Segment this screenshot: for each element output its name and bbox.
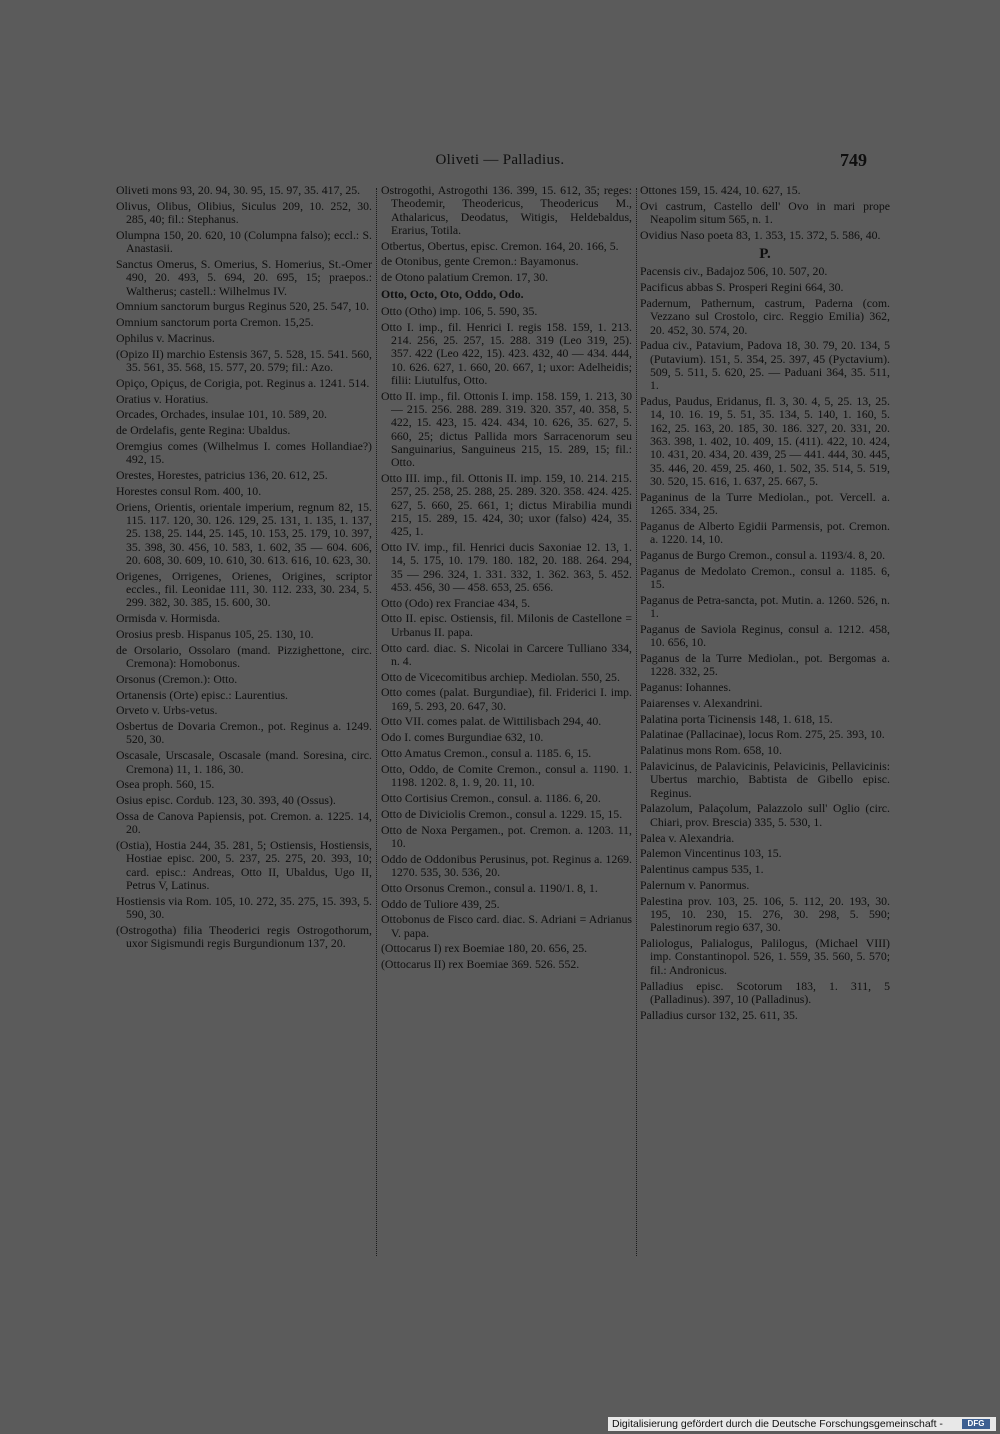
index-entry: Oriens, Orientis, orientale imperium, regnum 82, 15. 115. 117. 120, 30. 126. 129, 25. 131, 1. 135, 1. 137, 25. 138, 25. 144, 25. 145, 10. 153, 25. 179, 10. 397, 35. 398, 30. 456, 10. 583, 1. 602, 35 — 604. 606, 20. 608, 30. 609, 10. 610, 30. 613. 616, 10. 623, 30. <box>116 499 372 567</box>
index-entry: Oscasale, Urscasale, Oscasale (mand. Soresina, circ. Cremona) 11, 1. 186, 30. <box>116 748 372 776</box>
index-entry: Otto Cortisius Cremon., consul. a. 1186. 6, 20. <box>381 790 601 805</box>
index-entry: Palentinus campus 535, 1. <box>640 862 764 877</box>
index-entry: Orosius presb. Hispanus 105, 25. 130, 10. <box>116 626 314 641</box>
index-entry: Otto I. imp., fil. Henrici I. regis 158. 159, 1. 213. 214. 256, 25. 257, 15. 288. 319 (Leo 319, 25). 357. 422 (Leo 422, 15). 423. 432, 40 — 434. 444, 10. 626. 627, 1. 660, 20. 667, 1; uxor: Adelheidis; filii: Liutulfus, Otto. <box>381 319 632 387</box>
index-entry: Hostiensis via Rom. 105, 10. 272, 35. 275, 15. 393, 5. 590, 30. <box>116 893 372 922</box>
index-entry: Ophilus v. Macrinus. <box>116 330 215 345</box>
letter-heading: P. <box>759 246 771 263</box>
index-entry: Paganus de la Turre Mediolan., pot. Bergomas a. 1228. 332, 25. <box>640 651 890 679</box>
index-entry: Paganus de Petra-sancta, pot. Mutin. a. 1260. 526, n. 1. <box>640 592 890 621</box>
index-entry: Paliologus, Palialogus, Palilogus, (Michael VIII) imp. Constantinopol. 526, 1. 559, 35. 560, 5. 570; fil.: Andronicus. <box>640 936 890 977</box>
index-entry: Otto Orsonus Cremon., consul a. 1190/1. 8, 1. <box>381 880 598 895</box>
index-entry: Oliveti mons 93, 20. 94, 30. 95, 15. 97, 35. 417, 25. <box>116 183 361 197</box>
index-entry: Padua civ., Patavium, Padova 18, 30. 79, 20. 134, 5 (Putavium). 151, 5. 354, 25. 397, 45 (Pyctavium). 509, 5. 511, 5. 620, 25. — Paduani 364, 35. 511, 1. <box>640 338 890 393</box>
index-entry: Orestes, Horestes, patricius 136, 20. 612, 25. <box>116 468 328 483</box>
index-entry: (Ostia), Hostia 244, 35. 281, 5; Ostiensis, Hostiensis, Hostiae episc. 200, 5. 237, 25. 275, 20. 393, 10; card. episc.: Andreas, Otto II, Ubaldus, Ugo II, Petrus V, Latinus. <box>116 838 372 892</box>
index-entry: Otto, Oddo, de Comite Cremon., consul a. 1190. 1. 1198. 1202. 8, 1. 9, 20. 11, 10. <box>381 761 632 790</box>
entries-after-letter <box>640 265 890 1021</box>
index-entry: Palatina porta Ticinensis 148, 1. 618, 15. <box>640 711 833 726</box>
index-entry: Ostrogothi, Astrogothi 136. 399, 15. 612, 35; reges: Theodemir, Theodericus, Theodericus M., Athalaricus, Deodatus, Witigis, Heldebaldus, Erarius, Totila. <box>381 183 632 237</box>
index-entry: (Ottocarus II) rex Boemiae 369. 526. 552. <box>381 957 580 972</box>
index-entry: Omnium sanctorum porta Cremon. 15,25. <box>116 315 314 330</box>
index-entry: Osea proph. 560, 15. <box>116 777 215 792</box>
index-entry: Olumpna 150, 20. 620, 10 (Columpna falso); eccl.: S. Anastasii. <box>116 227 372 256</box>
index-entry: Palavicinus, de Palavicinis, Pelavicinis, Pellavicinis: Ubertus marchio, Babtista de Gibello episc. Reginus. <box>640 759 890 800</box>
dfg-logo: DFG <box>962 1419 990 1429</box>
index-entry: Ottobonus de Fisco card. diac. S. Adriani = Adrianus V. papa. <box>381 912 632 940</box>
index-entry: Otto II. episc. Ostiensis, fil. Milonis de Castellone = Urbanus II. papa. <box>381 611 632 639</box>
index-entry: Paganus de Burgo Cremon., consul a. 1193/4. 8, 20. <box>640 547 886 562</box>
dfg-footer <box>608 1417 996 1431</box>
index-column-2 <box>381 184 632 974</box>
index-entry: Otto IV. imp., fil. Henrici ducis Saxoniae 12. 13, 1. 14, 5. 175, 10. 179. 180. 182, 20. 188. 264. 294, 35 — 296. 324, 1. 331. 332, 1. 362. 363, 5. 452. 453. 456, 30 — 458. 653, 25. 656. <box>381 539 632 594</box>
index-entry: Otto III. imp., fil. Ottonis II. imp. 159, 10. 214. 215. 257, 25. 258, 25. 288, 25. 289. 320. 358. 424. 425. 627, 5. 660, 25. 661, 1; dictus Mirabilia mundi 215, 15. 289, 15. 424, 30; uxor (falso) 424, 35. 425, 1. <box>381 470 632 539</box>
index-entry: Otto comes (palat. Burgundiae), fil. Friderici I. imp. 169, 5. 293, 20. 647, 30. <box>381 685 632 713</box>
index-entry: de Otonibus, gente Cremon.: Bayamonus. <box>381 254 579 269</box>
index-entry: (Ostrogotha) filia Theoderici regis Ostrogothorum, uxor Sigismundi regis Burgundionum 137, 20. <box>116 922 372 951</box>
index-entry: Padus, Paudus, Eridanus, fl. 3, 30. 4, 5, 25. 13, 25. 14, 10. 16. 19, 5. 51, 35. 134, 5. 140, 1. 160, 5. 162, 25. 163, 20. 185, 30. 186. 327, 20. 331, 20. 363. 398, 1. 402, 10. 409, 15. (411). 422, 10. 424, 10. 431, 20. 434, 20. 439, 25 — 441. 444, 30. 445, 35. 446, 20. 459, 25. 460, 1. 502, 35. 514, 5. 519, 30. 520, 15. 616, 1. 637, 25. 667, 5. <box>640 394 890 488</box>
footer-text: Digitalisierung gefördert durch die Deutsche Forschungsgemeinschaft - <box>612 1418 943 1430</box>
index-entry: Otto (Odo) rex Franciae 434, 5. <box>381 595 531 610</box>
index-entry: Pacificus abbas S. Prosperi Regini 664, 30. <box>640 280 844 295</box>
index-entry: Palatinae (Pallacinae), locus Rom. 275, 25. 393, 10. <box>640 727 885 742</box>
index-entry: de Ordelafis, gente Regina: Ubaldus. <box>116 423 291 438</box>
index-entry: Orcades, Orchades, insulae 101, 10. 589, 20. <box>116 407 327 422</box>
index-entry: Otbertus, Obertus, episc. Cremon. 164, 20. 166, 5. <box>381 238 619 253</box>
index-entry: Otto card. diac. S. Nicolai in Carcere Tulliano 334, n. 4. <box>381 640 632 668</box>
index-entry: Otto de Vicecomitibus archiep. Mediolan. 550, 25. <box>381 669 620 684</box>
index-entry: Olivus, Olibus, Olibius, Siculus 209, 10. 252, 30. 285, 40; fil.: Stephanus. <box>116 198 372 227</box>
running-header: Oliveti — Palladius. <box>435 152 565 168</box>
index-entry: Osius episc. Cordub. 123, 30. 393, 40 (Ossus). <box>116 793 336 808</box>
index-entry: Palatinus mons Rom. 658, 10. <box>640 743 782 758</box>
index-entry: Palestina prov. 103, 25. 106, 5. 112, 20. 193, 30. 195, 10. 230, 15. 276, 30. 298, 5. 590; Palestinorum regio 637, 30. <box>640 893 890 935</box>
index-entry: Otto II. imp., fil. Ottonis I. imp. 158. 159, 1. 213, 30 — 215. 256. 288. 289. 319. 320. 357, 40. 358, 5. 422, 15. 423, 15. 424. 434, 10. 626, 35. 627, 5. 660, 25; dictus Pallida mors Sarracenorum seu Sanguinarius, Sanguineus 215, 15. 289, 15; fil.: Otto. <box>381 388 632 470</box>
index-entry: Padernum, Pathernum, castrum, Paderna (com. Vezzano sul Crostolo, circ. Reggio Emilia) 362, 20. 452, 30. 574, 20. <box>640 296 890 337</box>
index-entry: Otto de Diviciolis Cremon., consul a. 1229. 15, 15. <box>381 806 623 821</box>
index-entry: Orsonus (Cremon.): Otto. <box>116 671 238 686</box>
index-entry: Otto de Noxa Pergamen., pot. Cremon. a. 1203. 11, 10. <box>381 822 632 850</box>
index-entry: Palladius cursor 132, 25. 611, 35. <box>640 1007 798 1022</box>
index-entry: Origenes, Orrigenes, Orienes, Origines, scriptor eccles., fil. Leonidae 111, 30. 112. 233, 30. 234, 5. 299. 382, 30. 385, 15. 600, 30. <box>116 568 372 610</box>
index-entry: Palladius episc. Scotorum 183, 1. 311, 5 (Palladinus). 397, 10 (Palladinus). <box>640 978 890 1006</box>
index-entry: Pacensis civ., Badajoz 506, 10. 507, 20. <box>640 264 828 279</box>
index-entry: Sanctus Omerus, S. Omerius, S. Homerius, St.-Omer 490, 20. 493, 5. 694, 20. 695, 15; praepos.: Waltherus; castell.: Wilhelmus IV. <box>116 256 372 298</box>
index-entry: Oratius v. Horatius. <box>116 391 209 406</box>
index-column-3 <box>640 184 890 1024</box>
index-entry: Ortanensis (Orte) episc.: Laurentius. <box>116 687 288 702</box>
index-entry: Palernum v. Panormus. <box>640 877 750 892</box>
index-entry: Otto Amatus Cremon., consul a. 1185. 6, 15. <box>381 746 592 761</box>
index-entry: Orveto v. Urbs-vetus. <box>116 703 218 718</box>
index-entry: Oremgius comes (Wilhelmus I. comes Hollandiae?) 492, 15. <box>116 439 372 467</box>
index-entry: Oddo de Oddonibus Perusinus, pot. Reginus a. 1269. 1270. 535, 30. 536, 20. <box>381 851 632 879</box>
index-entry: Palemon Vincentinus 103, 15. <box>640 846 782 861</box>
index-entry: Paganus: Iohannes. <box>640 680 732 695</box>
column-divider <box>376 188 377 1256</box>
index-entry: Otto VII. comes palat. de Wittilisbach 294, 40. <box>381 714 602 729</box>
index-entry: Otto (Otho) imp. 106, 5. 590, 35. <box>381 303 538 318</box>
index-entry: de Orsolario, Ossolaro (mand. Pizzighettone, circ. Cremona): Homobonus. <box>116 642 372 670</box>
index-entry: Palea v. Alexandria. <box>640 830 735 845</box>
index-entry: (Opizo II) marchio Estensis 367, 5. 528, 15. 541. 560, 35. 561, 35. 568, 15. 577, 20. 579; fil.: Azo. <box>116 346 372 375</box>
index-entry: Ormisda v. Hormisda. <box>116 611 221 626</box>
index-entry: Otto, Octo, Oto, Oddo, Odo. <box>381 286 524 301</box>
index-entry: Paganus de Medolato Cremon., consul a. 1185. 6, 15. <box>640 563 890 592</box>
index-entry: Paiarenses v. Alexandrini. <box>640 695 763 710</box>
index-entry: Ottones 159, 15. 424, 10. 627, 15. <box>640 183 801 197</box>
index-entry: Paganinus de la Turre Mediolan., pot. Vercell. a. 1265. 334, 25. <box>640 489 890 518</box>
index-entry: Opiço, Opiçus, de Corigia, pot. Reginus a. 1241. 514. <box>116 375 370 390</box>
page-number: 749 <box>840 150 867 170</box>
index-entry: de Otono palatium Cremon. 17, 30. <box>381 270 549 285</box>
index-entry: Osbertus de Dovaria Cremon., pot. Reginus a. 1249. 520, 30. <box>116 719 372 747</box>
index-entry: Paganus de Saviola Reginus, consul a. 1212. 458, 10. 656, 10. <box>640 621 890 650</box>
column-divider <box>636 188 637 1256</box>
index-entry: Palazolum, Palaçolum, Palazzolo sull' Oglio (circ. Chiari, prov. Brescia) 335, 5. 530, 1. <box>640 801 890 829</box>
index-entry: Horestes consul Rom. 400, 10. <box>116 483 262 498</box>
index-entry: Paganus de Alberto Egidii Parmensis, pot. Cremon. a. 1220. 14, 10. <box>640 518 890 547</box>
index-entry: Ovi castrum, Castello dell' Ovo in mari prope Neapolim situm 565, n. 1. <box>640 198 890 227</box>
index-entry: Omnium sanctorum burgus Reginus 520, 25. 547, 10. <box>116 299 370 314</box>
index-entry: Oddo de Tuliore 439, 25. <box>381 896 500 911</box>
index-entry: Ossa de Canova Papiensis, pot. Cremon. a. 1225. 14, 20. <box>116 808 372 837</box>
index-entry: Ovidius Naso poeta 83, 1. 353, 15. 372, 5. 586, 40. <box>640 227 881 242</box>
entries-before-letter <box>640 184 890 242</box>
index-column-1 <box>116 184 372 953</box>
index-entry: Odo I. comes Burgundiae 632, 10. <box>381 730 544 745</box>
index-entry: (Ottocarus I) rex Boemiae 180, 20. 656, 25. <box>381 941 588 956</box>
